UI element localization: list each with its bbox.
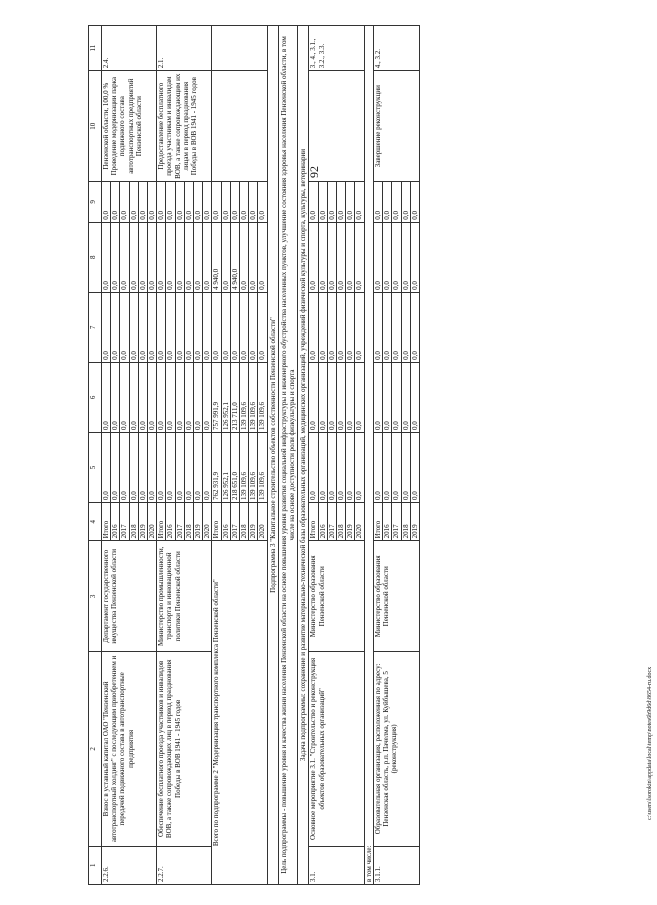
row-result	[102, 71, 157, 182]
value-cell: 0,0	[148, 292, 157, 362]
year-cell: Итого	[309, 503, 318, 541]
value-cell: 0,0	[157, 292, 166, 362]
value-cell: 0,0	[148, 222, 157, 292]
table-body	[102, 26, 420, 885]
value-cell: 0,0	[194, 222, 203, 292]
value-cell: 126 952,1	[221, 432, 230, 502]
value-cell: 4 940,0	[212, 222, 221, 292]
value-cell: 0,0	[258, 292, 267, 362]
row-link: 3., 4., 3.1., 3.2., 3.3.	[309, 26, 364, 71]
table-row	[212, 26, 221, 885]
rotated-table-content	[88, 25, 562, 885]
year-cell: 2019	[249, 503, 258, 541]
col-header-6: 6	[89, 362, 102, 432]
value-cell: 0,0	[138, 292, 147, 362]
year-cell: 2019	[138, 503, 147, 541]
value-cell: 0,0	[258, 182, 267, 223]
value-cell: 0,0	[102, 362, 111, 432]
table-row	[102, 26, 111, 885]
value-cell: 0,0	[401, 222, 410, 292]
value-cell: 0,0	[355, 182, 364, 223]
value-cell: 0,0	[111, 222, 120, 292]
value-cell: 0,0	[373, 292, 382, 362]
col-header-10: 10	[89, 71, 102, 182]
value-cell: 0,0	[102, 222, 111, 292]
year-cell: Итого	[373, 503, 382, 541]
value-cell: 0,0	[318, 432, 327, 502]
value-cell: 0,0	[194, 432, 203, 502]
value-cell: 0,0	[129, 292, 138, 362]
value-cell: 0,0	[392, 182, 401, 223]
value-cell: 0,0	[138, 432, 147, 502]
year-cell: 2016	[111, 503, 120, 541]
row-name: Образовательная организация, расположенная по адресу: Пензенская область, р.п. Пачелма, ул. Куйбышева, 5 (реконструкция)	[373, 652, 419, 846]
year-cell: 2017	[230, 503, 239, 541]
value-cell: 0,0	[102, 292, 111, 362]
page-number: 92	[307, 166, 321, 178]
value-cell: 0,0	[175, 362, 184, 432]
row-link: 4., 3.2.	[373, 26, 419, 71]
value-cell: 139 109,6	[249, 362, 258, 432]
col-header-5: 5	[89, 432, 102, 502]
year-cell: 2017	[120, 503, 129, 541]
value-cell: 0,0	[309, 362, 318, 432]
value-cell: 0,0	[230, 292, 239, 362]
value-cell: 0,0	[392, 432, 401, 502]
value-cell: 0,0	[337, 292, 346, 362]
col-header-8: 8	[89, 222, 102, 292]
value-cell: 0,0	[203, 432, 212, 502]
value-cell: 0,0	[383, 222, 392, 292]
year-cell: 2018	[129, 503, 138, 541]
value-cell: 0,0	[221, 292, 230, 362]
table-row	[298, 26, 309, 885]
value-cell: 0,0	[129, 432, 138, 502]
value-cell: 0,0	[120, 432, 129, 502]
col-header-11: 11	[89, 26, 102, 71]
value-cell: 0,0	[355, 222, 364, 292]
value-cell: 0,0	[184, 432, 193, 502]
value-cell: 0,0	[410, 222, 419, 292]
row-executor: Министерство промышленности, транспорта и инновационной политики Пензенской области	[157, 541, 212, 652]
value-cell: 0,0	[249, 182, 258, 223]
value-cell: 0,0	[184, 222, 193, 292]
year-cell: 2016	[318, 503, 327, 541]
row-executor: Департамент государственного имущества Пензенской области	[102, 541, 157, 652]
value-cell: 0,0	[401, 362, 410, 432]
header-row	[89, 26, 102, 885]
row-name: Основное мероприятие 3.1. "Строительство и реконструкция объектов образовательных организаций"	[309, 652, 364, 846]
value-cell: 139 109,6	[258, 432, 267, 502]
value-cell: 0,0	[383, 182, 392, 223]
row-number: 3.1.1.	[373, 846, 419, 884]
value-cell: 0,0	[212, 292, 221, 362]
value-cell: 213 711,0	[230, 362, 239, 432]
value-cell: 0,0	[346, 362, 355, 432]
year-cell: 2020	[203, 503, 212, 541]
value-cell: 0,0	[157, 182, 166, 223]
value-cell: 0,0	[148, 432, 157, 502]
value-cell: 0,0	[337, 362, 346, 432]
value-cell: 0,0	[203, 182, 212, 223]
row-name: Обеспечение бесплатного проезда участников и инвалидов ВОВ, а также сопровождающих лиц в период празднования Победы в ВОВ 1941 - 1945 годов	[157, 652, 212, 846]
value-cell: 0,0	[111, 362, 120, 432]
value-cell: 139 109,6	[258, 362, 267, 432]
row-result-text: Проведение модернизации парка подвижного состава автотранспортных предприятий Пензенской области	[110, 77, 143, 176]
year-cell: 2018	[240, 503, 249, 541]
value-cell: 0,0	[157, 432, 166, 502]
value-cell: 0,0	[138, 222, 147, 292]
value-cell: 0,0	[392, 222, 401, 292]
table-row	[373, 26, 382, 885]
value-cell: 0,0	[346, 182, 355, 223]
value-cell: 0,0	[212, 182, 221, 223]
subprogram-goal: Цель подпрограммы - повышение уровня и качества жизни населения Пензенской области на основе повышения уровня развития социальной инфраструктуры и инженерного обустройства населенных пунктов, улучшение состояния здоровья населения Пензенской области, в том числе на основе доступности роли физкультуры и спорта	[278, 26, 297, 885]
year-cell: 2016	[383, 503, 392, 541]
value-cell: 0,0	[166, 182, 175, 223]
value-cell: 0,0	[401, 292, 410, 362]
value-cell: 0,0	[410, 362, 419, 432]
col-header-3: 3	[89, 541, 102, 652]
year-cell: 2017	[327, 503, 336, 541]
program-activities-table	[88, 25, 420, 885]
value-cell: 0,0	[410, 182, 419, 223]
col-header-2: 2	[89, 652, 102, 846]
value-cell: 0,0	[373, 222, 382, 292]
value-cell: 0,0	[309, 222, 318, 292]
year-cell: Итого	[157, 503, 166, 541]
value-cell: 0,0	[194, 362, 203, 432]
year-cell: 2020	[258, 503, 267, 541]
value-cell: 0,0	[129, 182, 138, 223]
col-header-7: 7	[89, 292, 102, 362]
value-cell: 0,0	[120, 362, 129, 432]
value-cell: 0,0	[249, 292, 258, 362]
year-cell: 2016	[221, 503, 230, 541]
year-cell: 2017	[392, 503, 401, 541]
value-cell: 0,0	[203, 222, 212, 292]
value-cell: 0,0	[327, 362, 336, 432]
value-cell: 0,0	[373, 362, 382, 432]
col-header-1: 1	[89, 846, 102, 884]
value-cell: 0,0	[175, 292, 184, 362]
value-cell: 0,0	[355, 432, 364, 502]
rotated-table-area	[88, 25, 562, 885]
row-number: 2.2.7.	[157, 846, 212, 884]
value-cell: 0,0	[401, 432, 410, 502]
footer-file-path: c:\users\lsorokin\appdata\local\temp\notes6b9d6d\8654-ru.docx	[647, 666, 653, 820]
value-cell: 0,0	[203, 362, 212, 432]
year-cell: Итого	[212, 503, 221, 541]
value-cell: 0,0	[355, 362, 364, 432]
value-cell: 0,0	[138, 182, 147, 223]
value-cell: 0,0	[157, 362, 166, 432]
value-cell: 0,0	[337, 182, 346, 223]
row-number: 2.2.6.	[102, 846, 157, 884]
row-result: Предоставление бесплатного проезда участникам и инвалидам ВОВ, а также сопровождающим их лицам в период празднования Победы в ВОВ 1941 - 1945 годов	[157, 71, 212, 182]
value-cell: 0,0	[184, 182, 193, 223]
value-cell: 0,0	[392, 292, 401, 362]
table-row	[267, 26, 278, 885]
value-cell: 0,0	[221, 222, 230, 292]
value-cell: 0,0	[166, 222, 175, 292]
value-cell: 0,0	[111, 432, 120, 502]
value-cell: 139 109,6	[249, 432, 258, 502]
table-row	[309, 26, 318, 885]
year-cell: 2018	[337, 503, 346, 541]
value-cell: 0,0	[203, 292, 212, 362]
value-cell: 0,0	[148, 182, 157, 223]
value-cell: 0,0	[194, 292, 203, 362]
value-cell: 0,0	[194, 182, 203, 223]
value-cell: 0,0	[120, 222, 129, 292]
row-result	[212, 71, 267, 182]
value-cell: 0,0	[346, 292, 355, 362]
value-cell: 4 940,0	[230, 222, 239, 292]
value-cell: 0,0	[230, 182, 239, 223]
value-cell: 0,0	[373, 182, 382, 223]
value-cell: 0,0	[102, 432, 111, 502]
value-cell: 0,0	[175, 182, 184, 223]
value-cell: 0,0	[346, 222, 355, 292]
value-cell: 0,0	[309, 432, 318, 502]
value-cell: 0,0	[129, 362, 138, 432]
year-cell: 2020	[355, 503, 364, 541]
value-cell: 0,0	[318, 222, 327, 292]
year-cell: 2017	[175, 503, 184, 541]
value-cell: 0,0	[120, 182, 129, 223]
value-cell: 0,0	[327, 292, 336, 362]
value-cell: 0,0	[175, 222, 184, 292]
subprogram-task: Задача подпрограммы: сохранение и развитие материально-технической базы образовательных организаций, медицинских организаций, учреждений физической культуры и спорта, культуры, ветеринарии	[298, 26, 309, 885]
value-cell: 0,0	[355, 292, 364, 362]
year-cell: 2018	[184, 503, 193, 541]
value-cell: 0,0	[240, 292, 249, 362]
value-cell: 0,0	[318, 362, 327, 432]
row-executor: Министерство образования Пензенской области	[309, 541, 364, 652]
value-cell: 0,0	[166, 432, 175, 502]
value-cell: 0,0	[102, 182, 111, 223]
row-result	[309, 71, 364, 182]
value-cell: 0,0	[138, 362, 147, 432]
value-cell: 0,0	[327, 222, 336, 292]
year-cell: 2019	[346, 503, 355, 541]
value-cell: 0,0	[249, 222, 258, 292]
table-row	[278, 26, 297, 885]
table-row	[364, 26, 373, 885]
value-cell: 0,0	[166, 362, 175, 432]
table-row	[157, 26, 166, 885]
row-name: Взнос в уставный капитал ОАО "Пензенский автотранспортный холдинг" с последующим приобретением и передачей подвижного состава в автотранспортные предприятия	[102, 652, 157, 846]
value-cell: 0,0	[221, 182, 230, 223]
value-cell: 0,0	[383, 362, 392, 432]
value-cell: 0,0	[327, 182, 336, 223]
value-cell: 0,0	[175, 432, 184, 502]
row-name: Всего по подпрограмме 2 "Модернизация транспортного комплекса Пензенской области"	[212, 541, 267, 885]
value-cell: 218 651,0	[230, 432, 239, 502]
value-cell: 0,0	[327, 432, 336, 502]
value-cell: 139 109,6	[240, 432, 249, 502]
value-cell: 0,0	[157, 222, 166, 292]
row-link: 2.1.	[157, 26, 212, 71]
row-target: Пензенской области, 100,0 %	[102, 82, 110, 170]
row-link	[212, 26, 267, 71]
value-cell: 139 109,6	[240, 362, 249, 432]
value-cell: 0,0	[111, 292, 120, 362]
col-header-9: 9	[89, 182, 102, 223]
value-cell: 757 991,9	[212, 362, 221, 432]
year-cell: 2020	[148, 503, 157, 541]
value-cell: 0,0	[337, 222, 346, 292]
value-cell: 0,0	[111, 182, 120, 223]
col-header-4: 4	[89, 503, 102, 541]
value-cell: 762 931,9	[212, 432, 221, 502]
row-link: 2.4.	[102, 26, 157, 71]
value-cell: 0,0	[240, 222, 249, 292]
value-cell: 0,0	[309, 182, 318, 223]
subprogram-title: Подпрограмма 3 "Капитальное строительство объектов собственности Пензенской области"	[267, 26, 278, 885]
year-cell: 2019	[410, 503, 419, 541]
value-cell: 0,0	[184, 292, 193, 362]
value-cell: 126 952,1	[221, 362, 230, 432]
value-cell: 0,0	[410, 432, 419, 502]
value-cell: 0,0	[392, 362, 401, 432]
value-cell: 0,0	[240, 182, 249, 223]
in-that-number-label: в том числе:	[364, 26, 373, 885]
year-cell: 2016	[166, 503, 175, 541]
value-cell: 0,0	[410, 292, 419, 362]
value-cell: 0,0	[309, 292, 318, 362]
value-cell: 0,0	[166, 292, 175, 362]
row-result: Завершение реконструкции	[373, 71, 419, 182]
value-cell: 0,0	[383, 432, 392, 502]
value-cell: 0,0	[318, 292, 327, 362]
year-cell: Итого	[102, 503, 111, 541]
row-executor: Министерство образования Пензенской области	[373, 541, 419, 652]
value-cell: 0,0	[373, 432, 382, 502]
year-cell: 2018	[401, 503, 410, 541]
value-cell: 0,0	[318, 182, 327, 223]
year-cell: 2019	[194, 503, 203, 541]
value-cell: 0,0	[401, 182, 410, 223]
value-cell: 0,0	[258, 222, 267, 292]
value-cell: 0,0	[346, 432, 355, 502]
value-cell: 0,0	[120, 292, 129, 362]
row-number: 3.1.	[309, 846, 364, 884]
value-cell: 0,0	[383, 292, 392, 362]
value-cell: 0,0	[129, 222, 138, 292]
value-cell: 0,0	[148, 362, 157, 432]
value-cell: 0,0	[337, 432, 346, 502]
value-cell: 0,0	[184, 362, 193, 432]
